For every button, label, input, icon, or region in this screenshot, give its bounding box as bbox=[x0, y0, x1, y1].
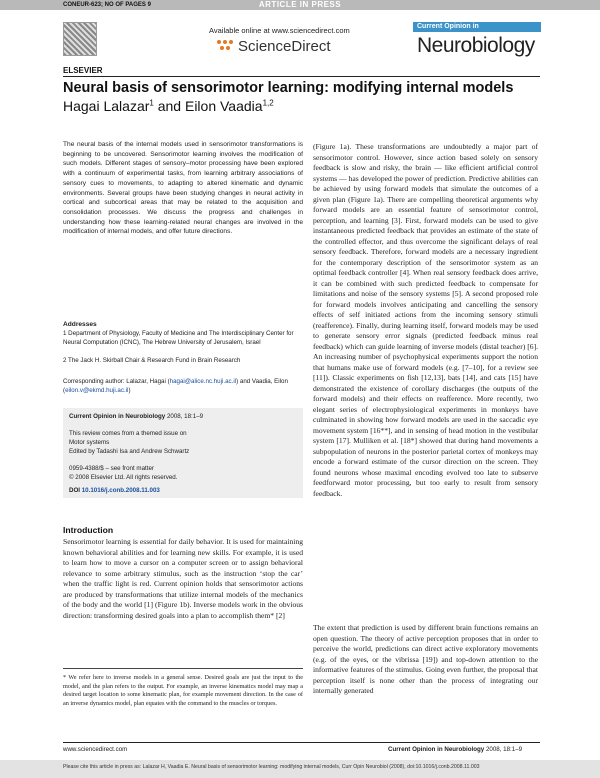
footnote: * We refer here to inverse models in a general sense. Desired goals are just the input to the model, and the plan refers to the output. For example, an inverse kinematics model may map a desired target location to some kinematic plan, for example movement direction. In the case of an inverse dynamics model, plan equates with the command to the muscles or torques. bbox=[63, 674, 303, 707]
themed-topic: Motor systems bbox=[69, 439, 110, 446]
address-1: 1 Department of Physiology, Faculty of Medicine and The Interdisciplinary Center for Neural Computation (ICNC), The Hebrew University of Jerusalem, Israel bbox=[63, 330, 294, 346]
addresses-heading: Addresses bbox=[63, 321, 97, 328]
author-2: and Eilon Vaadia bbox=[157, 98, 263, 114]
article-in-press-banner: ARTICLE IN PRESS bbox=[258, 0, 342, 9]
issn: 0959-4388/$ – see front matter bbox=[69, 465, 154, 472]
corr-prefix: Corresponding author: Lalazar, Hagai ( bbox=[63, 378, 170, 385]
abstract: The neural basis of the internal models used in sensorimotor transformations is beginning to be uncovered. Sensorimotor learning involves the modification of such models. Different stages of sensory–motor processing have been explored with a continuum of experimental tasks, from learning arbitrary associations of sensory cues to movements, to adapting to altered kinematic and dynamic environments. Several groups have been studying changes in neural activity in cortical and subcortical areas that may be related to the acquisition and consolidation processes. We discuss the progress and challenges in understanding how these learning-related neural changes are involved in the modification of internal models, and offer future directions. bbox=[63, 141, 303, 236]
footer-rule bbox=[63, 742, 540, 743]
article-in-press-bar bbox=[0, 0, 600, 10]
footer-journal-volume: 2008, 18:1–9 bbox=[484, 746, 523, 753]
section-heading-introduction: Introduction bbox=[63, 525, 114, 535]
doi-link[interactable]: 10.1016/j.conb.2008.11.003 bbox=[81, 487, 160, 494]
corr-mid: ) and Vaadia, Eilon ( bbox=[63, 378, 288, 394]
authors bbox=[63, 98, 274, 114]
info-journal-name: Current Opinion in Neurobiology bbox=[69, 413, 166, 420]
corresponding-author bbox=[63, 378, 303, 395]
footer-journal-name: Current Opinion in Neurobiology bbox=[388, 746, 485, 753]
footer-website[interactable]: www.sciencedirect.com bbox=[63, 746, 128, 753]
copyright: © 2008 Elsevier Ltd. All rights reserved. bbox=[69, 474, 178, 481]
author-2-affil: 1,2 bbox=[262, 98, 274, 108]
footer-journal bbox=[388, 746, 522, 753]
email-link-vaadia[interactable]: eilon.v@ekmd.huji.ac.il bbox=[65, 386, 129, 394]
article-title: Neural basis of sensorimotor learning: modifying internal models bbox=[63, 80, 514, 96]
doi bbox=[69, 487, 160, 496]
body-paragraph-2: The extent that prediction is used by different brain functions remains an open question. The theory of active perception proposes that in order to perceive the world, predictions can direct active exploratory movements (e.g. of the eyes, or the vibrissa [19]) and top-down attention to the informative features of the stimulus. Going even further, the proposal that perception itself is none other than the process of integrating our internally generated bbox=[313, 623, 538, 695]
journal-masthead bbox=[413, 22, 541, 62]
sciencedirect-wordmark: ScienceDirect bbox=[238, 38, 331, 55]
publisher-name: ELSEVIER bbox=[63, 66, 103, 75]
author-1-affil: 1 bbox=[149, 98, 154, 108]
header-rule bbox=[63, 76, 540, 77]
footnote-rule bbox=[63, 668, 303, 669]
info-journal-volume: 2008, 18:1–9 bbox=[165, 413, 204, 420]
corr-suffix: ) bbox=[128, 386, 131, 394]
sciencedirect-logo-icon bbox=[215, 38, 235, 54]
doi-label: DOI bbox=[69, 487, 82, 494]
manuscript-code: CONEUR-623; NO OF PAGES 9 bbox=[63, 2, 151, 8]
body-paragraph-1: (Figure 1a). These transformations are undoubtedly a major part of sensorimotor control. However, since action based solely on sensory feedback is slow and risky, the brain — like efficient artificial control systems — has developed the power of prediction. Predictive abilities can be achieved by using forward models that simulate the outcomes of a given plan (Figure 1a). There are compelling theoretical arguments why forward models are an essential feature of sensorimotor control, perception, and learning [3]. First, forward models can be used to give instantaneous predicted feedback that provides an estimate of the state of the controlled effector, and thus overcome the significant delays of real sensory feedback. Therefore, forward models are a necessary ingredient for the contemporary description of the sensorimotor system as an optimal feedback controller [4]. When real sensory feedback does arrive, it can be combined with such predicted feedback to compensate for limitations and noise of the sensory systems [5]. A second proposed role for forward models involves anticipating and cancelling the sensory effects of self initiated actions from the incoming sensory stimuli (reafference). Finally, during learning itself, forward models may be used to generate sensory error signals (predicted feedback minus real feedback) which can guide learning of inverse models (distal teacher) [6]. An increasing number of psychophysical experiments support the notion that humans make use of forward models (e.g. [7–10], for a review see [11]). Classic experiments on fish [12,13], bats [14], and cats [15] have demonstrated the existence of corollary discharges (the outputs of the forward models) and their effects on reafference. More recently, two elegant series of electrophysiological experiments in monkeys have culminated in showing how forward models are used in the saccadic eye movement system [16**], and in sensing of head motion in the vestibular system [17]. Mulliken et al. [18*] showed that during hand movements a subpopulation of neurons in the posterior parietal cortex of monkeys may encode a forward estimate of the cursor direction on the screen. They found neurons whose maximal encoding evolved too late to subserve feedforward motor processing, but too early to result from sensory feedback. bbox=[313, 142, 538, 498]
citation-text: Please cite this article in press as: Lalazar H, Vaadia E. Neural basis of sensorimotor learning: modifying internal models, Curr Opin Neurobiol (2008), doi:10.1016/j.conb.2008.11.003 bbox=[63, 764, 480, 770]
editors: Edited by Tadashi Isa and Andrew Schwartz bbox=[69, 448, 190, 455]
elsevier-tree-logo-icon bbox=[63, 22, 97, 56]
article-info-box bbox=[63, 408, 303, 498]
themed-issue: This review comes from a themed issue on bbox=[69, 430, 187, 437]
author-1: Hagai Lalazar bbox=[63, 98, 150, 114]
citation-bar bbox=[0, 760, 600, 778]
journal-top-label: Current Opinion in bbox=[417, 23, 479, 30]
address-2: 2 The Jack H. Skirball Chair & Research Fund in Brain Research bbox=[63, 357, 241, 364]
introduction-text: Sensorimotor learning is essential for daily behavior. It is used for maintaining known behavioral abilities and for learning new skills. For example, it is used to learn how to move a cursor on a computer screen or to assign behavioral relevance to some arbitrary stimulus, such as the instruction ‘stop the car’ when the traffic light is red. Current opinion holds that sensorimotor actions are produced by transformations that utilize internal models of the mechanics of the body and the world [1] (Figure 1b). Inverse models work in the obvious direction: transforming desired goals into a plan to accomplish them* [2] bbox=[63, 537, 303, 620]
email-link-lalazar[interactable]: hagai@alice.nc.huji.ac.il bbox=[169, 378, 237, 385]
available-online-text: Available online at www.sciencedirect.com bbox=[209, 26, 350, 35]
journal-name: Neurobiology bbox=[417, 34, 535, 57]
info-journal bbox=[69, 413, 203, 422]
